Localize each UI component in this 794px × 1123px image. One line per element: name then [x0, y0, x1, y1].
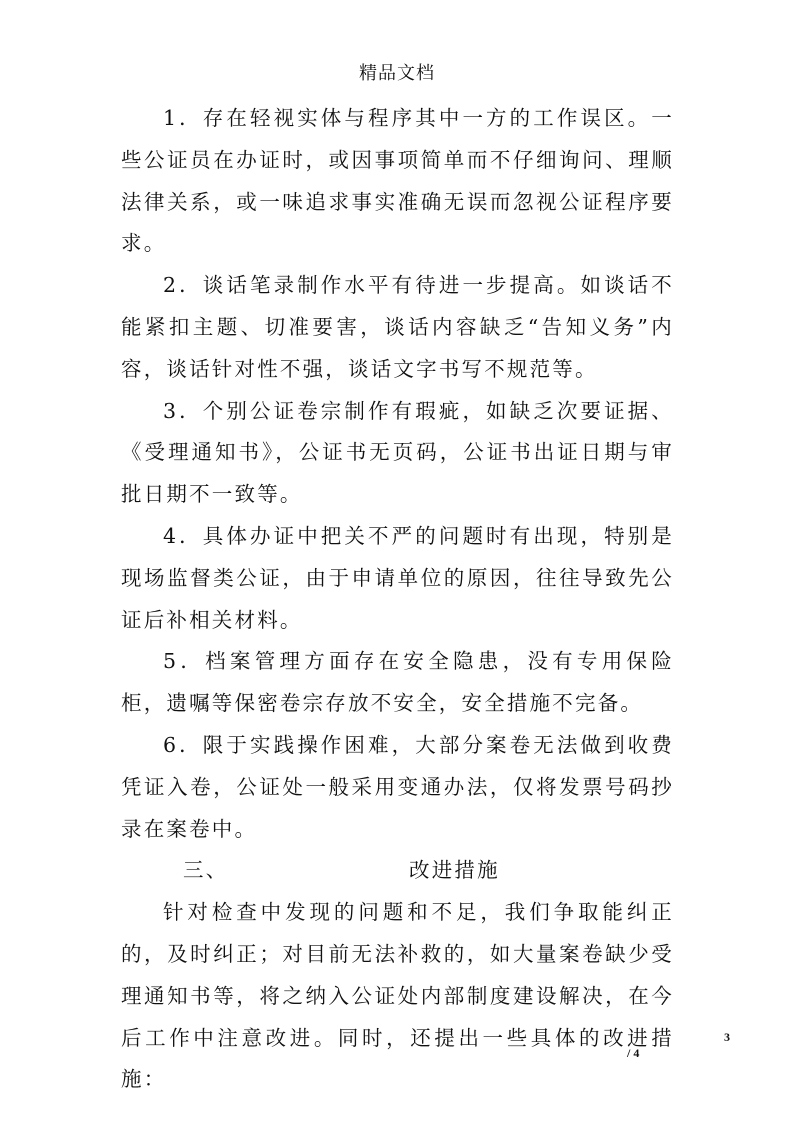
document-body: [121, 98, 674, 1101]
section-heading: [121, 850, 674, 892]
paragraph-item-2: 2．谈话笔录制作水平有待进一步提高。如谈话不能紧扣主题、切准要害，谈话内容缺乏“告知义务”内容，谈话针对性不强，谈话文字书写不规范等。: [121, 273, 674, 381]
page-number: 3: [724, 1030, 730, 1044]
paragraph-item-6: 6．限于实践操作困难，大部分案卷无法做到收费凭证入卷，公证处一般采用变通办法，仅将发票号码抄录在案卷中。: [121, 732, 674, 841]
paragraph-item-1: 1．存在轻视实体与程序其中一方的工作误区。一些公证员在办证时，或因事项简单而不仔细询问、理顺法律关系，或一味追求事实准确无误而忽视公证程序要求。: [121, 106, 674, 256]
paragraph-item-5: 5．档案管理方面存在安全隐患，没有专用保险柜，遗嘱等保密卷宗存放不安全，安全措施不完备。: [121, 649, 674, 716]
paragraph-item-3: 3．个别公证卷宗制作有瑕疵，如缺乏次要证据、《受理通知书》，公证书无页码，公证书出证日期与审批日期不一致等。: [121, 398, 674, 507]
page-header-title: 精品文档: [359, 63, 435, 84]
paragraph-item-4: 4．具体办证中把关不严的问题时有出现，特别是现场监督类公证，由于申请单位的原因，往往导致先公证后补相关材料。: [121, 523, 674, 632]
section-number: 三、: [183, 858, 229, 883]
page-total: / 4: [627, 1046, 640, 1060]
section-title: 改进措施: [409, 858, 500, 883]
closing-paragraph: 针对检查中发现的问题和不足，我们争取能纠正的，及时纠正；对目前无法补救的，如大量案卷缺少受理通知书等，将之纳入公证处内部制度建设解决，在今后工作中注意改进。同时，还提出一些具体的改进措施：: [121, 900, 674, 1092]
